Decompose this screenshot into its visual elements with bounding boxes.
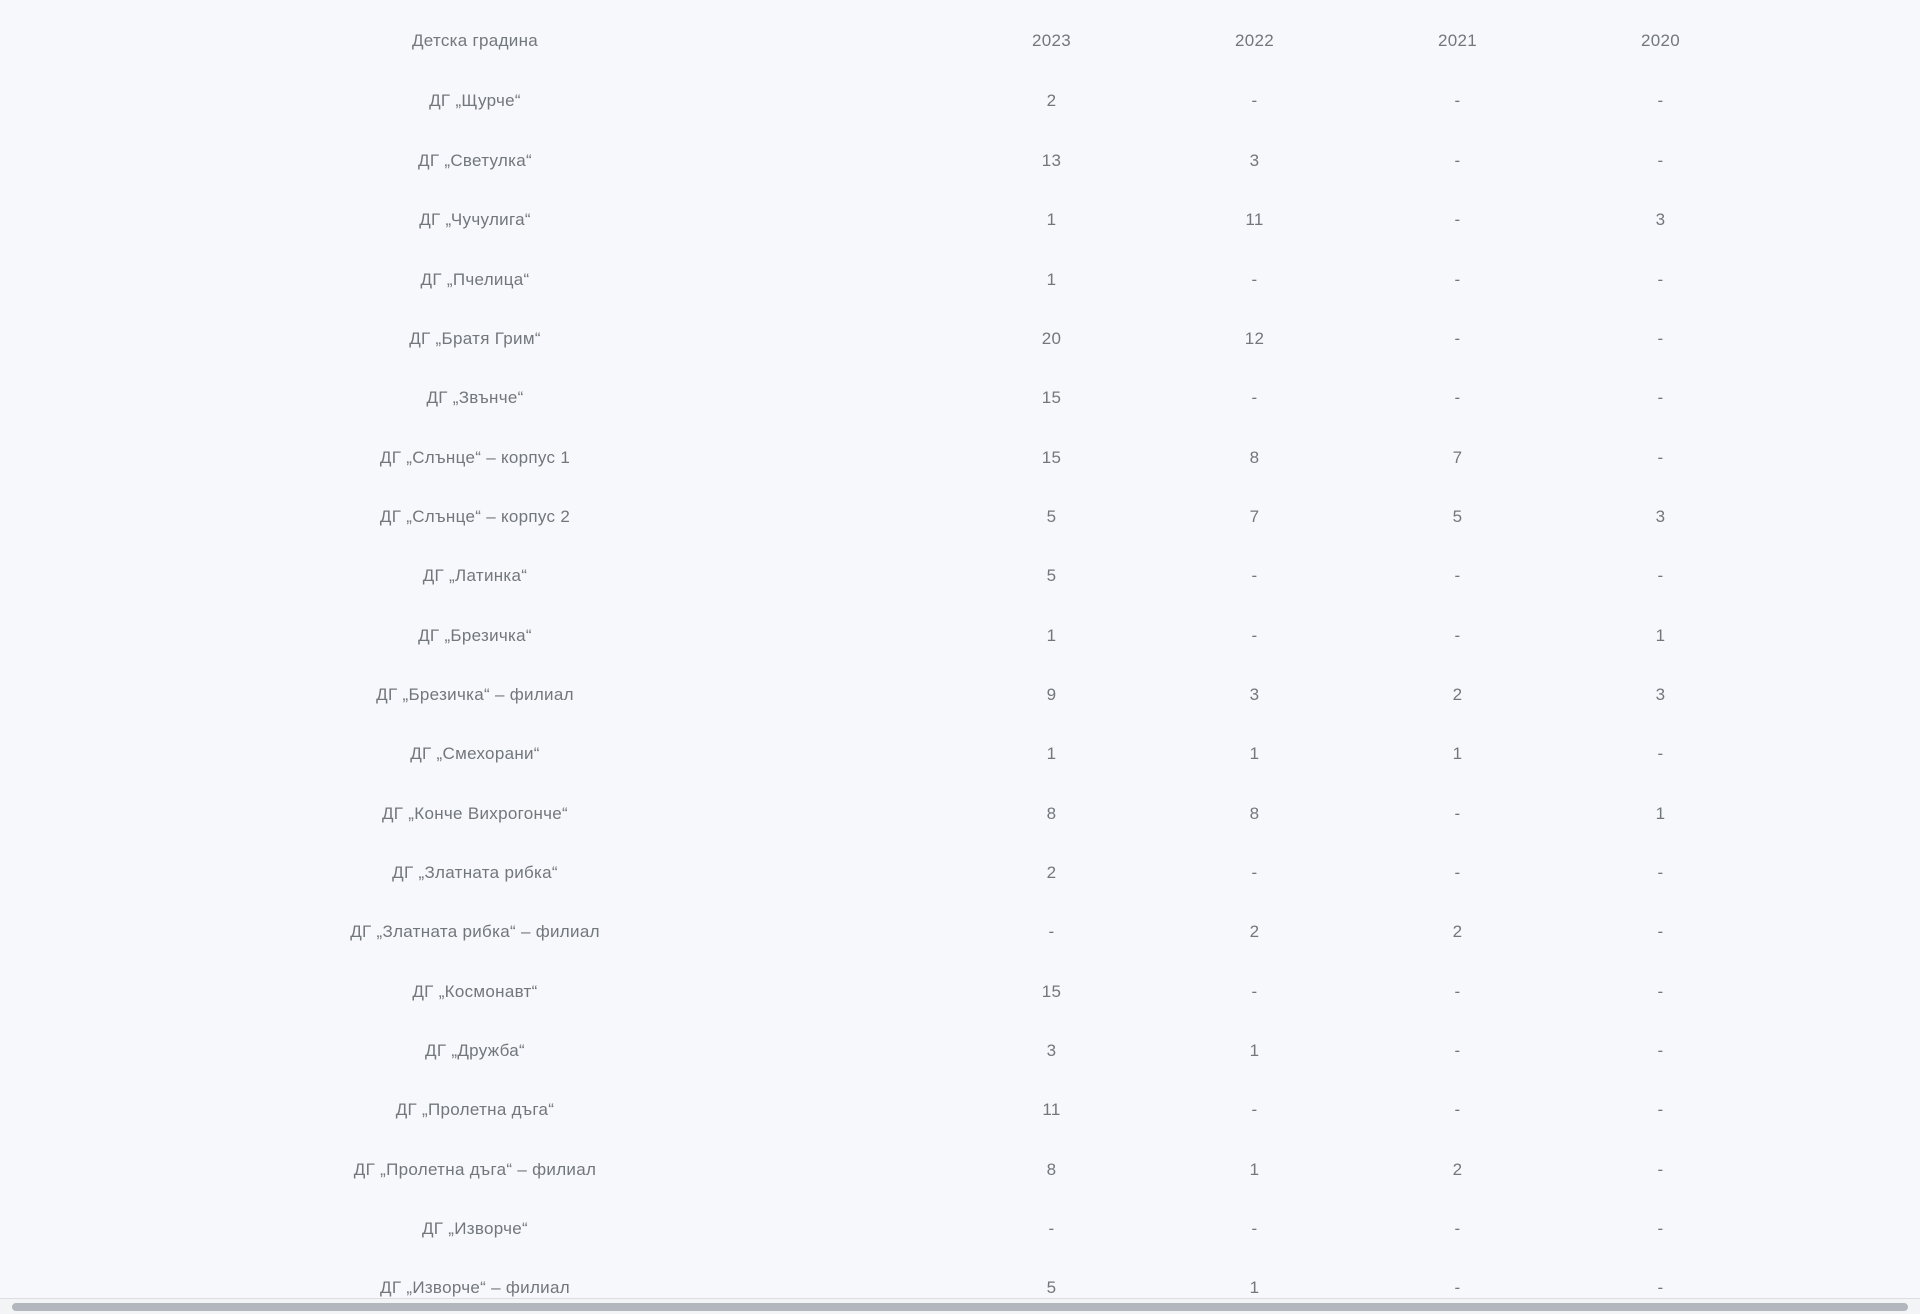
value-2021: 2 <box>1452 684 1463 704</box>
horizontal-scrollbar[interactable] <box>0 1298 1920 1314</box>
value-2022: - <box>1251 388 1258 408</box>
value-2021: 1 <box>1452 744 1463 764</box>
value-2022: 8 <box>1249 447 1260 467</box>
value-2022: 7 <box>1249 506 1260 526</box>
kindergarten-name: ДГ „Светулка“ <box>418 150 532 170</box>
value-2020: - <box>1657 1159 1664 1179</box>
table-row <box>0 487 1762 546</box>
value-2023: 15 <box>1041 388 1062 408</box>
value-2020: - <box>1657 447 1664 467</box>
value-2023: 1 <box>1046 744 1057 764</box>
table-header-row <box>0 10 1762 72</box>
table-row <box>0 428 1762 487</box>
value-2021: - <box>1454 91 1461 111</box>
kindergarten-name: ДГ „Смехорани“ <box>410 744 540 764</box>
value-2023: 1 <box>1046 269 1057 289</box>
table-row <box>0 962 1762 1021</box>
value-2022: 11 <box>1245 210 1264 230</box>
value-2021: - <box>1454 328 1461 348</box>
kindergarten-name: ДГ „Пчелица“ <box>420 269 530 289</box>
table-row <box>0 309 1762 368</box>
kindergarten-name: ДГ „Изворче“ <box>421 1219 529 1238</box>
value-2021: - <box>1454 1100 1461 1120</box>
value-2022: 1 <box>1249 1040 1260 1060</box>
value-2020: 3 <box>1655 506 1666 526</box>
value-2023: 5 <box>1046 1278 1057 1298</box>
table-row <box>0 369 1762 428</box>
value-2022: 3 <box>1249 684 1260 704</box>
value-2023: 1 <box>1046 625 1057 645</box>
value-2023: 5 <box>1046 506 1057 526</box>
column-header-kindergarten: Детска градина <box>411 30 539 50</box>
value-2022: 1 <box>1249 1159 1260 1179</box>
value-2020: - <box>1657 328 1664 348</box>
value-2022: 1 <box>1249 744 1260 764</box>
value-2022: - <box>1251 269 1258 289</box>
value-2022: - <box>1251 1100 1258 1120</box>
value-2022: - <box>1251 625 1258 645</box>
kindergarten-name: ДГ „Латинка“ <box>422 566 528 586</box>
value-2021: 5 <box>1452 506 1463 526</box>
value-2020: - <box>1657 981 1664 1001</box>
kindergarten-name: ДГ „Космонавт“ <box>412 981 538 1001</box>
kindergarten-name: ДГ „Щурче“ <box>429 91 521 111</box>
value-2021: - <box>1454 210 1461 230</box>
value-2023: 15 <box>1041 981 1062 1001</box>
table-row <box>0 1022 1762 1081</box>
kindergarten-name: ДГ „Конче Вихрогонче“ <box>381 803 569 823</box>
kindergarten-name: ДГ „Слънце“ – корпус 2 <box>379 506 571 526</box>
table-body <box>0 72 1762 1314</box>
value-2021: - <box>1454 862 1461 882</box>
kindergarten-name: ДГ „Звънче“ <box>426 388 524 408</box>
value-2021: - <box>1454 150 1461 170</box>
value-2022: - <box>1251 981 1258 1001</box>
value-2021: 2 <box>1452 1159 1463 1179</box>
value-2020: - <box>1657 744 1664 764</box>
kindergarten-name: ДГ „Брезичка“ <box>418 625 532 645</box>
value-2020: - <box>1657 1219 1664 1238</box>
value-2022: 8 <box>1249 803 1260 823</box>
value-2023: 2 <box>1046 862 1057 882</box>
table-row <box>0 665 1762 724</box>
table-row <box>0 843 1762 902</box>
value-2020: - <box>1657 150 1664 170</box>
value-2022: - <box>1251 91 1258 111</box>
value-2021: - <box>1454 625 1461 645</box>
table-row <box>0 547 1762 606</box>
value-2020: - <box>1657 1040 1664 1060</box>
value-2020: - <box>1657 388 1664 408</box>
value-2023: 1 <box>1046 210 1057 230</box>
table-row <box>0 72 1762 131</box>
table-row <box>0 250 1762 309</box>
value-2020: - <box>1657 566 1664 586</box>
column-header-2023: 2023 <box>1031 30 1072 50</box>
value-2021: - <box>1454 388 1461 408</box>
value-2020: - <box>1657 91 1664 111</box>
value-2023: 20 <box>1041 328 1062 348</box>
value-2022: 2 <box>1249 922 1260 942</box>
table-row <box>0 784 1762 843</box>
value-2023: 8 <box>1046 1159 1057 1179</box>
value-2022: - <box>1251 862 1258 882</box>
value-2023: 13 <box>1041 150 1062 170</box>
value-2023: 2 <box>1046 91 1057 111</box>
kindergarten-name: ДГ „Дружба“ <box>425 1040 525 1060</box>
table-row <box>0 725 1762 784</box>
value-2020: 3 <box>1655 210 1666 230</box>
value-2021: 7 <box>1452 447 1463 467</box>
value-2023: - <box>1048 1219 1055 1238</box>
column-header-2020: 2020 <box>1640 30 1681 50</box>
value-2023: 8 <box>1046 803 1057 823</box>
table-row <box>0 903 1762 962</box>
kindergarten-name: ДГ „Чучулига“ <box>419 210 531 230</box>
value-2020: 1 <box>1655 803 1666 823</box>
value-2021: - <box>1454 1040 1461 1060</box>
value-2023: 5 <box>1046 566 1057 586</box>
value-2022: - <box>1251 566 1258 586</box>
value-2021: - <box>1454 1278 1461 1298</box>
kindergarten-name: ДГ „Братя Грим“ <box>409 328 541 348</box>
value-2021: - <box>1454 981 1461 1001</box>
value-2021: 2 <box>1452 922 1463 942</box>
table-row <box>0 1140 1762 1199</box>
value-2020: - <box>1657 922 1664 942</box>
value-2021: - <box>1454 803 1461 823</box>
value-2023: 9 <box>1046 684 1057 704</box>
value-2022: - <box>1251 1219 1258 1238</box>
kindergarten-name: ДГ „Слънце“ – корпус 1 <box>379 447 571 467</box>
kindergarten-name: ДГ „Изворче“ – филиал <box>380 1278 570 1298</box>
value-2021: - <box>1454 1219 1461 1238</box>
kindergarten-name: ДГ „Брезичка“ – филиал <box>376 684 574 704</box>
table-row <box>0 1200 1762 1259</box>
table-row <box>0 131 1762 190</box>
value-2022: 3 <box>1249 150 1260 170</box>
kindergarten-name: ДГ „Златната рибка“ – филиал <box>350 922 600 942</box>
value-2020: - <box>1657 269 1664 289</box>
value-2023: 15 <box>1041 447 1062 467</box>
value-2023: 3 <box>1046 1040 1057 1060</box>
kindergarten-name: ДГ „Златната рибка“ <box>392 862 558 882</box>
value-2020: - <box>1657 1100 1664 1120</box>
value-2020: 1 <box>1655 625 1666 645</box>
column-header-2022: 2022 <box>1234 30 1275 50</box>
kindergarten-name: ДГ „Пролетна дъга“ <box>395 1100 555 1120</box>
kindergarten-name: ДГ „Пролетна дъга“ – филиал <box>353 1159 597 1179</box>
value-2021: - <box>1454 269 1461 289</box>
horizontal-scrollbar-thumb[interactable] <box>12 1303 1908 1311</box>
value-2021: - <box>1454 566 1461 586</box>
table-row <box>0 606 1762 665</box>
table-row <box>0 191 1762 250</box>
table-row <box>0 1081 1762 1140</box>
value-2020: - <box>1657 1278 1664 1298</box>
column-header-2021: 2021 <box>1437 30 1478 50</box>
value-2023: - <box>1048 922 1055 942</box>
value-2020: - <box>1657 862 1664 882</box>
value-2023: 11 <box>1042 1100 1061 1120</box>
value-2022: 12 <box>1244 328 1265 348</box>
value-2022: 1 <box>1249 1278 1260 1298</box>
value-2020: 3 <box>1655 684 1666 704</box>
